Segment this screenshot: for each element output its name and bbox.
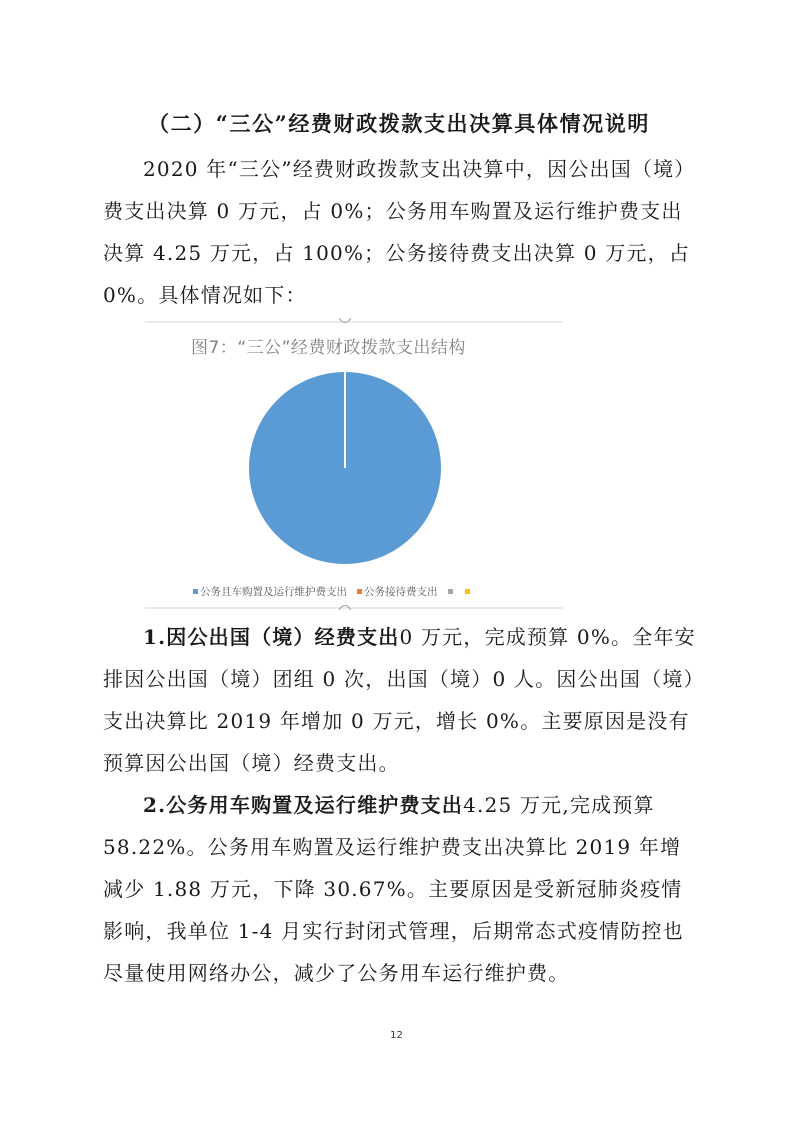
pie-chart <box>145 318 563 610</box>
chart-canvas <box>145 318 563 610</box>
legend-label: 公务且车购置及运行维护费支出 <box>200 586 347 598</box>
section1-label: 1.因公出国（境）经费支出 <box>143 625 400 649</box>
legend-item <box>193 584 347 599</box>
legend-swatch <box>193 589 198 594</box>
section1-paragraph <box>103 616 699 784</box>
section2-text: 4.25 万元,完成预算 58.22%。公务用车购置及运行维护费支出决算比 2019 年增减少 1.88 万元，下降 30.67%。主要原因是受新冠肺炎疫情影响，我单位 1-4 月实行封闭式管理，后期常态式疫情防控也尽量使用网络办公，减少了公务用车运行维护费。 <box>103 793 684 985</box>
legend-item <box>448 589 455 594</box>
section-heading: （二）“三公”经费财政拨款支出决算具体情况说明 <box>148 111 650 136</box>
legend-swatch <box>448 589 453 594</box>
chart-title: 图7：“三公”经费财政拨款支出结构 <box>191 338 466 358</box>
legend-swatch <box>357 589 362 594</box>
section1-text: 0 万元，完成预算 0%。全年安排因公出国（境）团组 0 次，出国（境）0 人。因公出国（境）支出决算比 2019 年增加 0 万元，增长 0%。主要原因是没有预算因公出国（境）经费支出。 <box>103 625 696 775</box>
section2-paragraph <box>103 784 699 994</box>
legend-item <box>357 584 438 599</box>
chart-legend <box>193 584 478 599</box>
section2-label: 2.公务用车购置及运行维护费支出 <box>143 793 464 817</box>
legend-label: 公务接待费支出 <box>364 586 438 598</box>
pie-slices <box>249 372 441 564</box>
page-number: 12 <box>390 1030 403 1041</box>
legend-swatch <box>465 589 470 594</box>
intro-paragraph: 2020 年“三公”经费财政拨款支出决算中，因公出国（境）费支出决算 0 万元，占 0%；公务用车购置及运行维护费支出决算 4.25 万元，占 100%；公务接待费支出决算 0 万元，占 0%。具体情况如下： <box>103 157 696 307</box>
legend-item <box>465 589 472 594</box>
